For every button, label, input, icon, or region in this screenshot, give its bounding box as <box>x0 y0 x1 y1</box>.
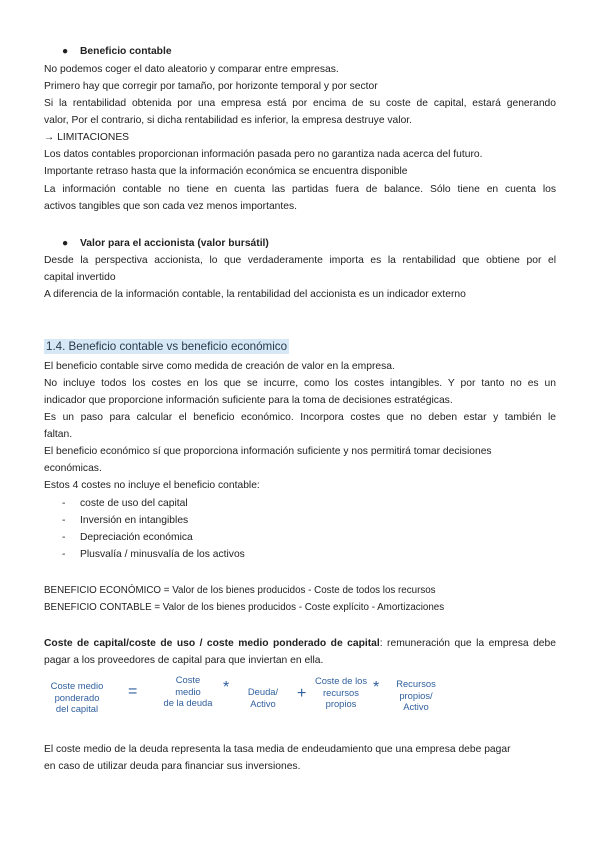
wacc-formula <box>44 672 514 722</box>
section-heading <box>44 338 556 356</box>
formula-text: medio <box>175 685 201 697</box>
multiply-sign: * <box>223 679 230 696</box>
paragraph-line: Es un paso para calcular el beneficio económico. Incorpora costes que no deben estar y también le <box>44 412 556 423</box>
list-item-text: coste de uso del capital <box>80 498 188 509</box>
paragraph-line: económicas. <box>44 463 102 474</box>
paragraph-line: Importante retraso hasta que la información económica se encuentra disponible <box>44 166 408 177</box>
equals-sign: = <box>128 683 138 700</box>
definition-line: pagar a los proveedores de capital para que inviertan en ella. <box>44 655 324 666</box>
formula-term-recursos-activo <box>386 678 446 713</box>
list-item <box>62 495 188 512</box>
bullet-heading-valor-accionista <box>64 235 269 252</box>
paragraph-line: El beneficio económico sí que proporciona información suficiente y nos permitirá tomar decisiones <box>44 446 492 457</box>
bullet-dot-icon: ● <box>62 46 69 57</box>
formula-text: Activo <box>250 697 276 709</box>
paragraph-line: A diferencia de la información contable, la rentabilidad del accionista es un indicador externo <box>44 289 466 300</box>
paragraph-line: El coste medio de la deuda representa la tasa media de endeudamiento que una empresa debe pagar <box>44 744 511 755</box>
formula-text: propios/ <box>399 689 433 701</box>
plus-sign: + <box>297 685 307 702</box>
formula-text: Coste <box>175 674 201 685</box>
formula-text: Coste de los <box>314 675 368 686</box>
definition-line <box>44 635 556 652</box>
list-item-text: Plusvalía / minusvalía de los activos <box>80 549 245 560</box>
list-item <box>62 546 245 563</box>
equation-beneficio-contable: BENEFICIO CONTABLE = Valor de los bienes producidos - Coste explícito - Amortizaciones <box>44 602 445 613</box>
paragraph-line: en caso de utilizar deuda para financiar sus inversiones. <box>44 761 301 772</box>
definition-term: Coste de capital/coste de uso / coste medio ponderado de capital <box>44 638 380 649</box>
list-dash: - <box>62 498 66 509</box>
paragraph-line: El beneficio contable sirve como medida de creación de valor en la empresa. <box>44 361 395 372</box>
paragraph-line: Los datos contables proporcionan información pasada pero no garantiza nada acerca del futuro. <box>44 149 483 160</box>
paragraph-line: Desde la perspectiva accionista, lo que verdaderamente importa es la rentabilidad que obtiene por el <box>44 255 556 266</box>
formula-text: recursos <box>323 686 359 698</box>
paragraph-line: valor, Por el contrario, si dicha rentabilidad es inferior, la empresa destruye valor. <box>44 115 413 126</box>
formula-term-coste-deuda <box>156 674 220 709</box>
limitaciones-label: → LIMITACIONES <box>44 132 130 143</box>
formula-term-coste-recursos <box>310 675 372 710</box>
list-dash: - <box>62 532 66 543</box>
list-item <box>62 529 193 546</box>
list-item-text: Depreciación económica <box>80 532 193 543</box>
bullet-title: Valor para el accionista (valor bursátil) <box>80 238 269 249</box>
paragraph-line: No podemos coger el dato aleatorio y comparar entre empresas. <box>44 64 339 75</box>
list-item <box>62 512 188 529</box>
formula-text: de la deuda <box>163 697 213 708</box>
formula-text: propios <box>325 698 357 709</box>
list-dash: - <box>62 549 66 560</box>
formula-text: Deuda/ <box>247 686 279 697</box>
formula-text: ponderado <box>54 691 100 703</box>
section-heading-text: 1.4. Beneficio contable vs beneficio económico <box>46 340 288 353</box>
bullet-title: Beneficio contable <box>80 46 172 57</box>
formula-text: Coste medio <box>50 680 104 691</box>
paragraph-line: indicador que proporcione información suficiente para la toma de decisiones estratégicas. <box>44 395 453 406</box>
paragraph-line: activos tangibles que son cada vez menos importantes. <box>44 201 297 212</box>
list-dash: - <box>62 515 66 526</box>
paragraph-line: Primero hay que corregir por tamaño, por horizonte temporal y por sector <box>44 81 378 92</box>
formula-text: Recursos <box>396 678 436 689</box>
bullet-dot-icon: ● <box>62 238 69 249</box>
paragraph-line: Estos 4 costes no incluye el beneficio contable: <box>44 480 260 491</box>
list-item-text: Inversión en intangibles <box>80 515 189 526</box>
formula-text: Activo <box>403 701 429 712</box>
paragraph-line: No incluye todos los costes en los que se incurre, como los costes intangibles. Y por tanto no es un <box>44 378 556 389</box>
formula-lhs <box>44 680 110 715</box>
definition-text: : remuneración que la empresa debe <box>379 638 556 649</box>
paragraph-line: faltan. <box>44 429 73 440</box>
formula-text: del capital <box>55 703 99 714</box>
paragraph-line: capital invertido <box>44 272 116 283</box>
formula-term-deuda-activo <box>240 686 286 709</box>
paragraph-line: Si la rentabilidad obtenida por una empresa está por encima de su coste de capital, estará generando <box>44 98 556 109</box>
equation-beneficio-economico: BENEFICIO ECONÓMICO = Valor de los bienes producidos - Coste de todos los recursos <box>44 585 436 596</box>
bullet-heading-beneficio-contable <box>64 43 172 60</box>
multiply-sign: * <box>373 679 380 696</box>
paragraph-line: La información contable no tiene en cuenta las partidas fuera de balance. Sólo tiene en cuenta los <box>44 184 556 195</box>
